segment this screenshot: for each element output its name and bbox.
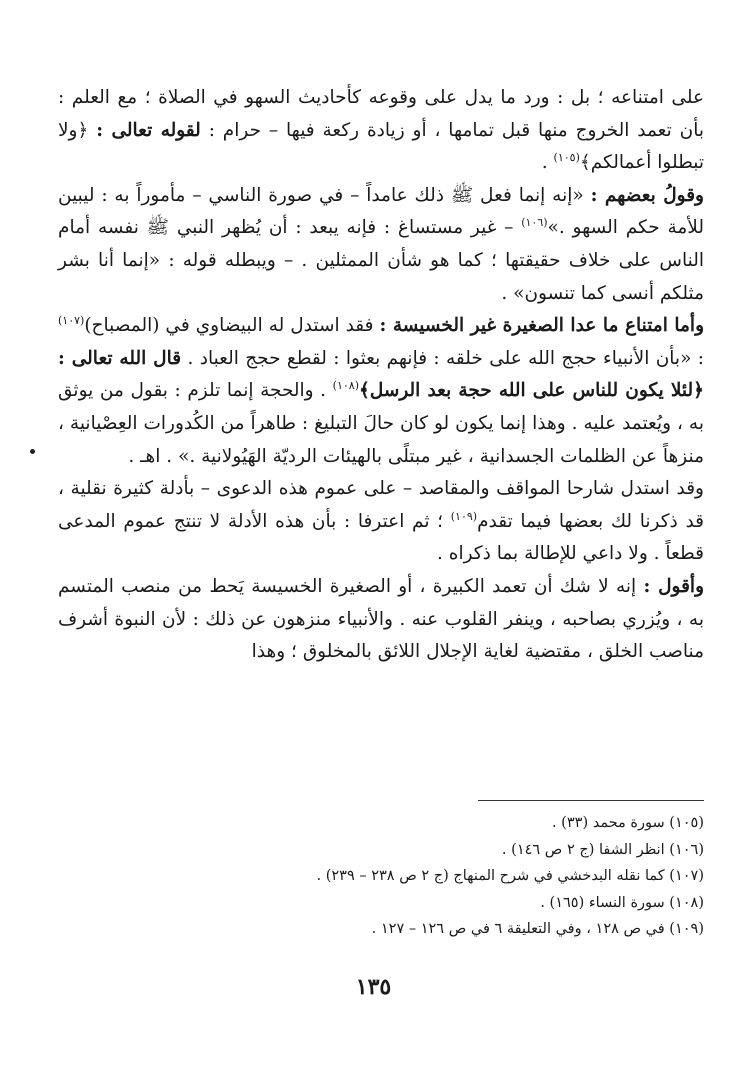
footnote-ref-107: (١٠٧)	[58, 314, 85, 327]
footnote-ref-105: (١٠٥)	[553, 151, 580, 165]
text-segment-bold: وقولُ بعضهم :	[590, 184, 704, 206]
margin-dot	[30, 449, 35, 454]
paragraph-4	[58, 473, 704, 571]
paragraph-5	[58, 571, 704, 669]
footnotes	[100, 810, 704, 943]
text-segment: .	[541, 152, 554, 174]
text-segment: على امتناعه ؛ بل : ورد ما يدل على وقوعه كأحاديث السهو في الصلاة ؛ مع العلم : بأن تعمد الخروج منها قبل تمامها ، أو زيادة ركعة فيها – حرام :	[58, 87, 705, 141]
footnote-108: (١٠٨) سورة النساء (١٦٥) .	[540, 894, 704, 911]
paragraph-3	[58, 310, 704, 473]
footnote-107: (١٠٧) كما نقله البدخشي في شرح المنهاج (ج ٢ ص ٢٣٨ – ٢٣٩) .	[316, 868, 704, 884]
footnote-105: (١٠٥) سورة محمد (٣٣) .	[551, 815, 704, 831]
text-segment: «إنه إنما فعل ﷺ ذلك عامداً – في صورة الناسي – مأموراً به : ليبين للأمة حكم السهو .»	[58, 184, 704, 239]
text-segment: إنه لا شك أن تعمد الكبيرة ، أو الصغيرة الخسيسة يَحط من منصب المتسم به ، ويُزري بصاحبه ، وينفر القلوب عنه . والأنبياء منزهون عن ذلك : لأن النبوة أشرف مناصب الخلق ، مقتضية لغاية الإجلال اللائق بالمخلوق ؛ وهذا	[58, 575, 704, 663]
footnote-109: (١٠٩) في ص ١٢٨ ، وفي التعليقة ٦ في ص ١٢٦ – ١٢٧ .	[371, 921, 704, 937]
paragraph-1	[58, 82, 704, 180]
footnote-ref-106: (١٠٦)	[521, 216, 548, 230]
page-number: ١٣٥	[355, 974, 392, 1000]
footnote-separator	[478, 800, 704, 801]
main-text	[58, 82, 704, 669]
text-segment: وقد استدل شارحا المواقف والمقاصد – على عموم هذه الدعوى – بأدلة كثيرة نقلية ، قد ذكرنا لك بعضها فيما تقدم	[58, 478, 705, 532]
footnote-106: (١٠٦) انظر الشفا (ج ٢ ص ١٤٦) .	[501, 841, 704, 858]
text-segment: : «بأن الأنبياء حجج الله على خلقه : فإنهم بعثوا : لقطع حجج العباد .	[181, 347, 704, 369]
footnote-ref-108: (١٠٨)	[332, 379, 359, 393]
text-segment: ﴿ولا تبطلوا أعمالكم﴾	[58, 119, 704, 174]
text-segment-bold: وأقول :	[643, 575, 705, 597]
text-segment: ؛ ثم اعترفا : بأن هذه الأدلة لا تنتج عموم المدعى قطعاً . ولا داعي للإطالة بما ذكراه .	[58, 510, 704, 565]
text-segment: – غير مستساغ : فإنه يبعد : أن يُظهر النبي ﷺ نفسه أمام الناس على خلاف حقيقتها ؛ كما هو شأن الممثلين . – ويبطله قوله : «إنما أنا بشر مثلكم أنسى كما تنسون» .	[58, 217, 704, 304]
text-segment: فقد استدل له البيضاوي في (المصباح)	[84, 315, 380, 337]
text-segment-bold: قال الله تعالى : ﴿لئلا يكون للناس على الله حجة بعد الرسل﴾	[58, 347, 704, 402]
text-segment: . والحجة إنما تلزم : بقول من يوثق به ، ويُعتمد عليه . وهذا إنما يكون لو كان حالَ التبليغ : طاهراً من الكُدورات العِصْيانية ، منزهاً عن الظلمات الجسدانية ، غير مبتلًى بالهيئات الرديّة الهَيُولانية .» . اهـ .	[58, 380, 704, 467]
footnote-ref-109: (١٠٩)	[450, 509, 478, 523]
paragraph-2	[58, 180, 704, 310]
text-segment-bold: لقوله تعالى :	[96, 119, 201, 141]
text-segment-bold: وأما امتناع ما عدا الصغيرة غير الخسيسة :	[379, 315, 705, 337]
